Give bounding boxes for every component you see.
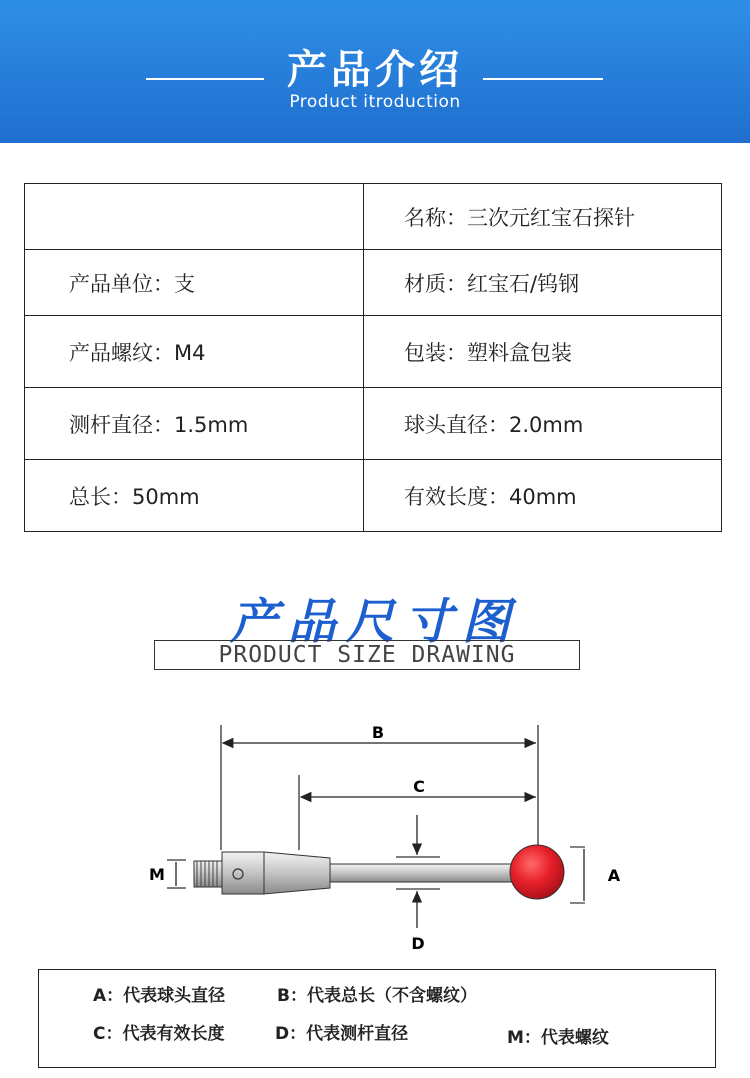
- legend-b: B：代表总长（不含螺纹）: [277, 986, 477, 1006]
- table-row: [25, 184, 722, 250]
- size-drawing: [0, 700, 750, 960]
- dim-d-label: D: [411, 934, 425, 953]
- header-banner: [0, 0, 750, 143]
- ruby-ball: [510, 845, 564, 899]
- spec-cell: 总长：50mm: [25, 460, 364, 532]
- page-title: 产品介绍: [287, 47, 463, 93]
- spec-cell: 产品螺纹：M4: [25, 316, 364, 388]
- spec-cell: 名称：三次元红宝石探针: [364, 184, 722, 250]
- legend-d: D：代表测杆直径: [275, 1024, 409, 1044]
- spec-cell: 有效长度：40mm: [364, 460, 722, 532]
- thread-section: [194, 861, 222, 887]
- spec-cell: 材质：红宝石/钨钢: [364, 250, 722, 316]
- dim-m-label: M: [149, 865, 165, 884]
- table-row: [25, 460, 722, 532]
- spec-cell: 产品单位：支: [25, 250, 364, 316]
- legend-a: A：代表球头直径: [93, 986, 226, 1006]
- page-subtitle: Product itroduction: [289, 92, 461, 112]
- spec-table: [24, 183, 722, 532]
- probe-taper: [264, 852, 330, 894]
- table-row: [25, 250, 722, 316]
- table-row: [25, 388, 722, 460]
- dim-a-label: A: [607, 866, 621, 885]
- spec-cell: [25, 184, 364, 250]
- legend-box: [38, 969, 716, 1068]
- spec-cell: 球头直径：2.0mm: [364, 388, 722, 460]
- legend-c: C：代表有效长度: [93, 1024, 225, 1044]
- size-section-subtitle: PRODUCT SIZE DRAWING: [154, 640, 580, 670]
- title-divider-right: [483, 78, 603, 80]
- size-section-title: 产品尺寸图: [229, 594, 520, 650]
- legend-m: M：代表螺纹: [507, 1028, 609, 1048]
- table-row: [25, 316, 722, 388]
- dim-c-label: C: [413, 777, 425, 796]
- probe-shaft: [330, 864, 512, 882]
- spec-cell: 包装：塑料盒包装: [364, 316, 722, 388]
- dim-b-label: B: [371, 723, 385, 742]
- spec-cell: 测杆直径：1.5mm: [25, 388, 364, 460]
